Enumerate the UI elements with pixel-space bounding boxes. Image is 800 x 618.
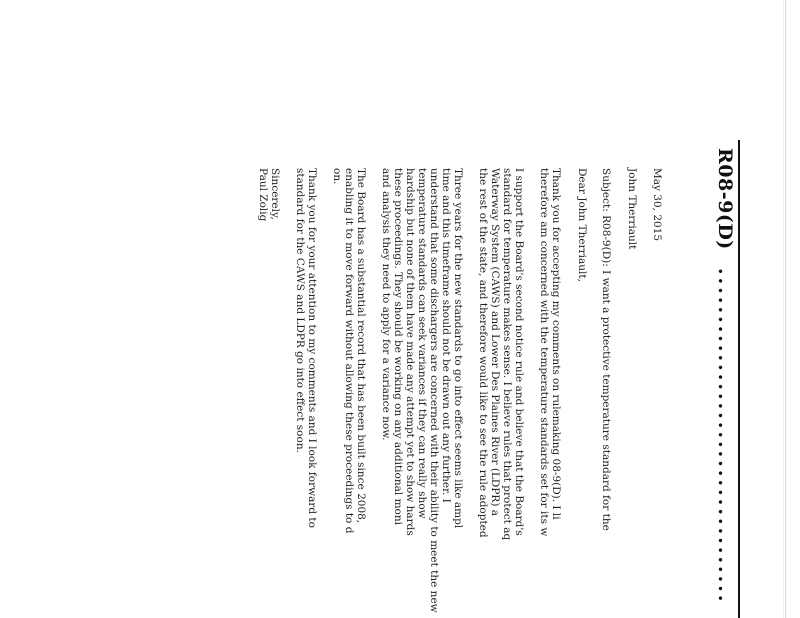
paragraph5-line: Thank you for your attention to my comments and I look forward to — [306, 168, 318, 528]
letter-salutation: Dear John Therriault, — [576, 168, 588, 282]
paragraph1-line: Thank you for accepting my comments on rulemaking 08-9(D). I li — [550, 168, 562, 520]
paragraph4-line: on. — [331, 168, 343, 185]
paragraph3-line: hardship but none of them have made any attempt yet to show hards — [404, 168, 416, 536]
page-edge — [785, 0, 786, 618]
paragraph4-line: The Board has a substantial record that has been built since 2008, — [355, 168, 367, 524]
letter-signature: Paul Zolig — [257, 168, 269, 222]
paragraph3-line: temperature standards can seek variances if they can really show — [416, 168, 428, 519]
letter-closing: Sincerely, — [269, 168, 281, 220]
paragraph3-line: these proceedings. They should be working on any additional moni — [392, 168, 404, 525]
letter-recipient: John Therriault — [626, 168, 638, 250]
paragraph2-line: standard for temperature makes sense. I believe rules that protect aq — [501, 168, 513, 541]
paragraph3-line: Three years for the new standards to go into effect seems like ampl — [452, 168, 464, 529]
heading-rule — [738, 140, 740, 618]
page-edge-shadow — [783, 0, 784, 618]
paragraph2-line: Waterway System (CAWS) and Lower Des Plaines River (LDPR) a — [489, 168, 501, 517]
paragraph2-line: I support the Board's second notice rule and believe that the Board's — [513, 168, 525, 536]
paragraph3-line: time and this timeframe should not be drawn out any further. I — [440, 168, 452, 503]
paragraph2-line: the rest of the state, and therefore would like to see the rule adopted — [477, 168, 489, 538]
letter-date: May 30, 2015 — [651, 168, 663, 242]
paragraph1-line: therefore am concerned with the temperature standards set for its w — [538, 168, 550, 537]
paragraph3-line: understand that some dischargers are concerned with their ability to meet the new — [428, 168, 440, 613]
paragraph3-line: and analysis they need to apply for a variance now. — [380, 168, 392, 441]
docket-heading: R08-9(D) — [714, 148, 736, 250]
paragraph5-line: standard for the CAWS and LDPR go into effect soon. — [294, 168, 306, 453]
paragraph4-line: enabling it to move forward without allowing these proceedings to d — [343, 168, 355, 534]
heading-leader-dots: ................................... — [714, 268, 736, 605]
letter-subject: Subject: R08-9(D): I want a protective temperature standard for the — [600, 168, 612, 531]
